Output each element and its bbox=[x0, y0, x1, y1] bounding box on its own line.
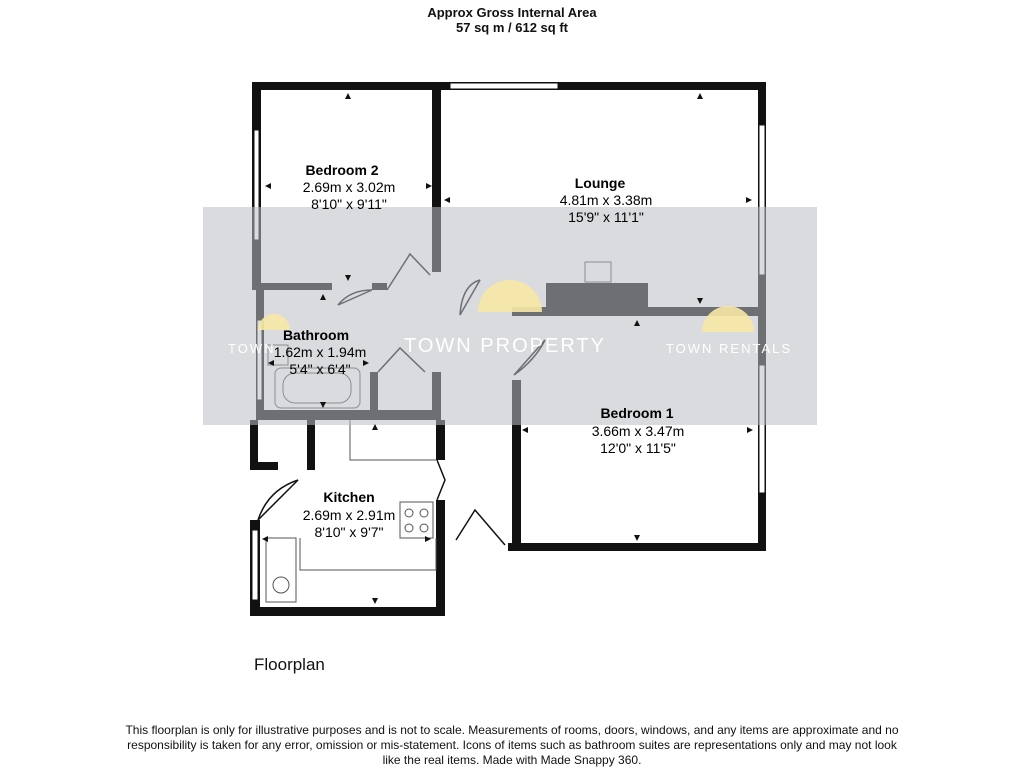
lounge-metric: 4.81m x 3.38m bbox=[559, 192, 653, 208]
bedroom2-name: Bedroom 2 bbox=[305, 162, 379, 178]
kitchen-name: Kitchen bbox=[323, 489, 375, 505]
area-title: Approx Gross Internal Area bbox=[427, 5, 597, 20]
lounge-imperial: 15'9" x 11'1" bbox=[568, 209, 644, 225]
disclaimer: This floorplan is only for illustrative purposes and is not to scale. Measurements of rooms, doors, windows, and any items are approximate and no responsibility is taken for any error, omission or mis-statement. Icons of items such as bathroom suites are representations only and may not look like the real items. Made with Made Snappy 360. bbox=[125, 723, 899, 767]
area-value: 57 sq m / 612 sq ft bbox=[456, 20, 568, 35]
floor-label: Floorplan bbox=[254, 655, 325, 674]
watermark-right: TOWN RENTALS bbox=[665, 341, 793, 356]
watermark-center: TOWN PROPERTY bbox=[404, 335, 606, 357]
bedroom1-metric: 3.66m x 3.47m bbox=[591, 423, 685, 439]
bedroom1-name: Bedroom 1 bbox=[600, 405, 674, 421]
watermark-left: TOWN bbox=[228, 341, 276, 356]
bathroom-imperial: 5'4" x 6'4" bbox=[289, 361, 351, 377]
lounge-name: Lounge bbox=[574, 175, 626, 191]
bathroom-metric: 1.62m x 1.94m bbox=[273, 344, 367, 360]
bedroom2-imperial: 8'10" x 9'11" bbox=[311, 196, 387, 212]
bedroom1-imperial: 12'0" x 11'5" bbox=[600, 440, 676, 456]
kitchen-imperial: 8'10" x 9'7" bbox=[314, 524, 384, 540]
kitchen-metric: 2.69m x 2.91m bbox=[302, 507, 396, 523]
bathroom-name: Bathroom bbox=[282, 327, 350, 343]
bedroom2-metric: 2.69m x 3.02m bbox=[302, 179, 396, 195]
